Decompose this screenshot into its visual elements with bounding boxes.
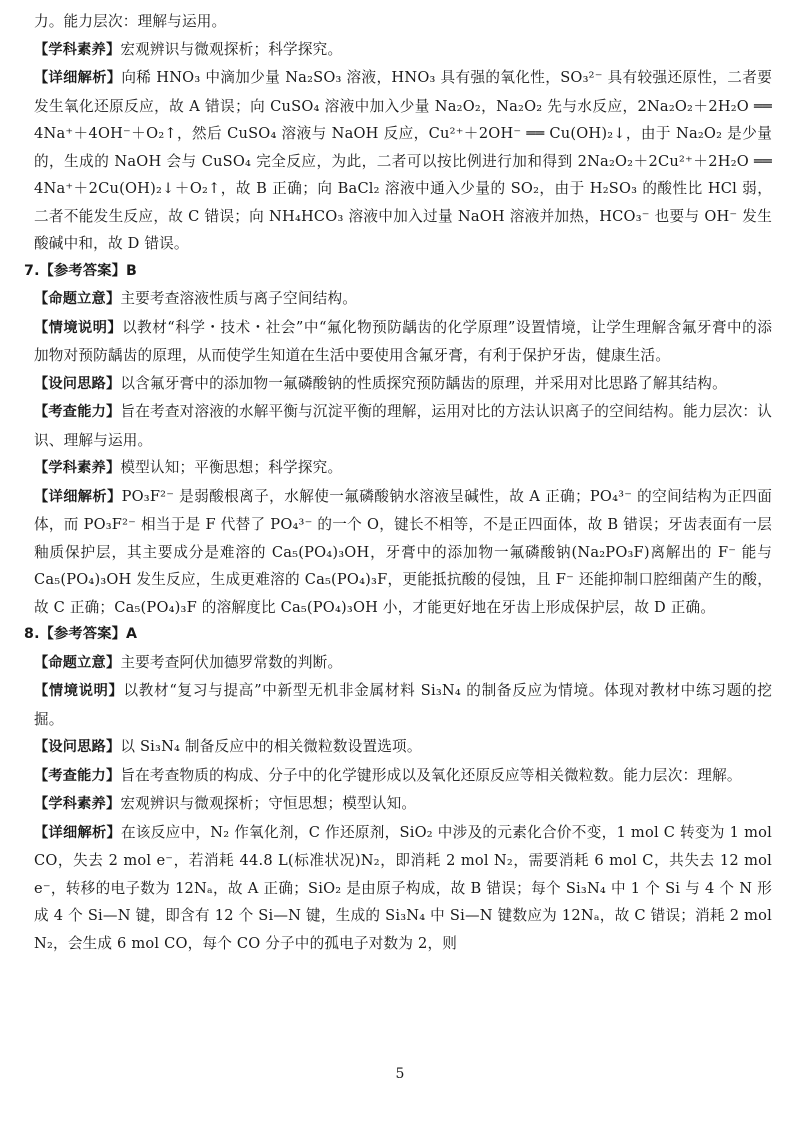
section-tag: 【命题立意】 [34, 654, 121, 671]
section-text: 以教材“复习与提高”中新型无机非金属材料 Si₃N₄ 的制备反应为情境。体现对教材中练习题的挖掘。 [34, 682, 772, 728]
section-text: PO₃F²⁻ 是弱酸根离子，水解使一氟磷酸钠水溶液呈碱性，故 A 正确；PO₄³⁻ 的空间结构为正四面体，而 PO₃F²⁻ 相当于是 F 代替了 PO₄³⁻ 的一个 O，键长不相等，不是正四面体，故 B 错误；牙齿表面有一层釉质保护层，其主要成分是难溶的 Ca₅(PO₄)₃OH，牙膏中的添加物一氟磷酸钠(Na₂PO₃F)离解出的 F⁻ 能与 Ca₅(PO₄)₃OH 发生反应，生成更难溶的 Ca₅(PO₄)₃F，更能抵抗酸的侵蚀，且 F⁻ 还能抑制口腔细菌产生的酸，故 C 正确；Ca₅(PO₄)₃F 的溶解度比 Ca₅(PO₄)₃OH 小，才能更好地在牙齿上形成保护层，故 D 正确。 [34, 487, 772, 616]
q6-ability-tail: 力。能力层次：理解与运用。 [34, 13, 227, 30]
section-text: 向稀 HNO₃ 中滴加少量 Na₂SO₃ 溶液，HNO₃ 具有强的氧化性，SO₃²⁻ 具有较强还原性，二者要发生氧化还原反应，故 A 错误；向 CuSO₄ 溶液中加入少量 Na₂O₂，Na₂O₂ 先与水反应，2Na₂O₂＋2H₂O ══ 4Na⁺＋4OH⁻＋O₂↑，然后 CuSO₄ 溶液与 NaOH 反应，Cu²⁺＋2OH⁻ ══ Cu(OH)₂↓，由于 Na₂O₂ 是少量的，生成的 NaOH 会与 CuSO₄ 完全反应，为此，二者可以按比例进行加和得到 2Na₂O₂＋2Cu²⁺＋2H₂O ══ 4Na⁺＋2Cu(OH)₂↓＋O₂↑，故 B 正确；向 BaCl₂ 溶液中通入少量的 SO₂，由于 H₂SO₃ 的酸性比 HCl 弱，二者不能发生反应，故 C 错误；向 NH₄HCO₃ 溶液中加入过量 NaOH 溶液并加热，HCO₃⁻ 也要与 OH⁻ 发生酸碱中和，故 D 错误。 [34, 69, 773, 252]
section-tag: 【设问思路】 [34, 375, 121, 392]
q6-analysis [34, 64, 772, 258]
section-text: 主要考查阿伏加德罗常数的判断。 [120, 653, 343, 671]
q7-literacy [34, 454, 772, 483]
section-text: 以教材“科学・技术・社会”中“氟化物预防龋齿的化学原理”设置情境，让学生理解含氟牙膏中的添加物对预防龋齿的原理，从而使学生知道在生活中要使用含氟牙膏，有利于保护牙齿，健康生活。 [34, 318, 772, 364]
section-text: 模型认知；平衡思想；科学探究。 [120, 459, 343, 476]
section-tag: 【情境说明】 [34, 319, 123, 336]
section-text: 旨在考查物质的构成、分子中的化学键形成以及氧化还原反应等相关微粒数。能力层次：理解。 [120, 766, 742, 784]
q8-context [34, 677, 772, 733]
q7-ability [34, 398, 772, 454]
section-tag: 【情境说明】 [34, 683, 124, 699]
q8-ability [34, 762, 772, 791]
section-tag: 【考查能力】 [34, 404, 121, 420]
section-text: 主要考查溶液性质与离子空间结构。 [120, 290, 358, 307]
section-tag: 【详细解析】 [34, 488, 122, 505]
q7-context [34, 314, 772, 370]
answer-explanations [24, 8, 773, 957]
q8-analysis [34, 819, 772, 958]
q7-analysis [34, 483, 772, 622]
page-number: 5 [395, 1066, 405, 1082]
section-tag: 【考查能力】 [34, 767, 121, 784]
section-text: 以 Si₃N₄ 制备反应中的相关微粒数设置选项。 [120, 738, 422, 755]
q8-literacy [34, 790, 772, 819]
section-tag: 【详细解析】 [34, 70, 122, 86]
q6-literacy [34, 36, 772, 65]
section-tag: 【详细解析】 [34, 824, 121, 841]
q8-intent [34, 649, 772, 678]
q8-answer-heading: 8.【参考答案】A [24, 626, 138, 642]
q7-answer-heading: 7.【参考答案】B [24, 262, 138, 279]
section-tag: 【命题立意】 [34, 291, 121, 307]
section-tag: 【学科素养】 [34, 460, 121, 476]
section-text: 宏观辨识与微观探析；科学探究。 [120, 40, 343, 58]
section-text: 以含氟牙膏中的添加物一氟磷酸钠的性质探究预防龋齿的原理，并采用对比思路了解其结构。 [120, 374, 727, 392]
q7-intent [34, 285, 772, 314]
section-text: 旨在考查对溶液的水解平衡与沉淀平衡的理解，运用对比的方法认识离子的空间结构。能力层次：认识、理解与运用。 [34, 403, 772, 449]
section-tag: 【学科素养】 [34, 41, 121, 58]
q8-idea [34, 733, 772, 762]
section-text: 在该反应中，N₂ 作氧化剂，C 作还原剂，SiO₂ 中涉及的元素化合价不变，1 mol C 转变为 1 mol CO，失去 2 mol e⁻，若消耗 44.8 L(标准状况)N₂，即消耗 2 mol N₂，需要消耗 6 mol C，共失去 12 mol e⁻，转移的电子数为 12Nₐ，故 A 正确；SiO₂ 是由原子构成，故 B 错误；每个 Si₃N₄ 中 1 个 Si 与 4 个 N 形成 4 个 Si—N 键，即含有 12 个 Si—N 键，生成的 Si₃N₄ 中 Si—N 键数应为 12Nₐ，故 C 错误；消耗 2 mol N₂，会生成 6 mol CO，每个 CO 分子中的孤电子对数为 2，则 [34, 823, 772, 952]
section-tag: 【设问思路】 [34, 739, 121, 755]
section-tag: 【学科素养】 [34, 796, 121, 812]
section-text: 宏观辨识与微观探析；守恒思想；模型认知。 [120, 795, 417, 812]
q7-idea [34, 370, 772, 399]
